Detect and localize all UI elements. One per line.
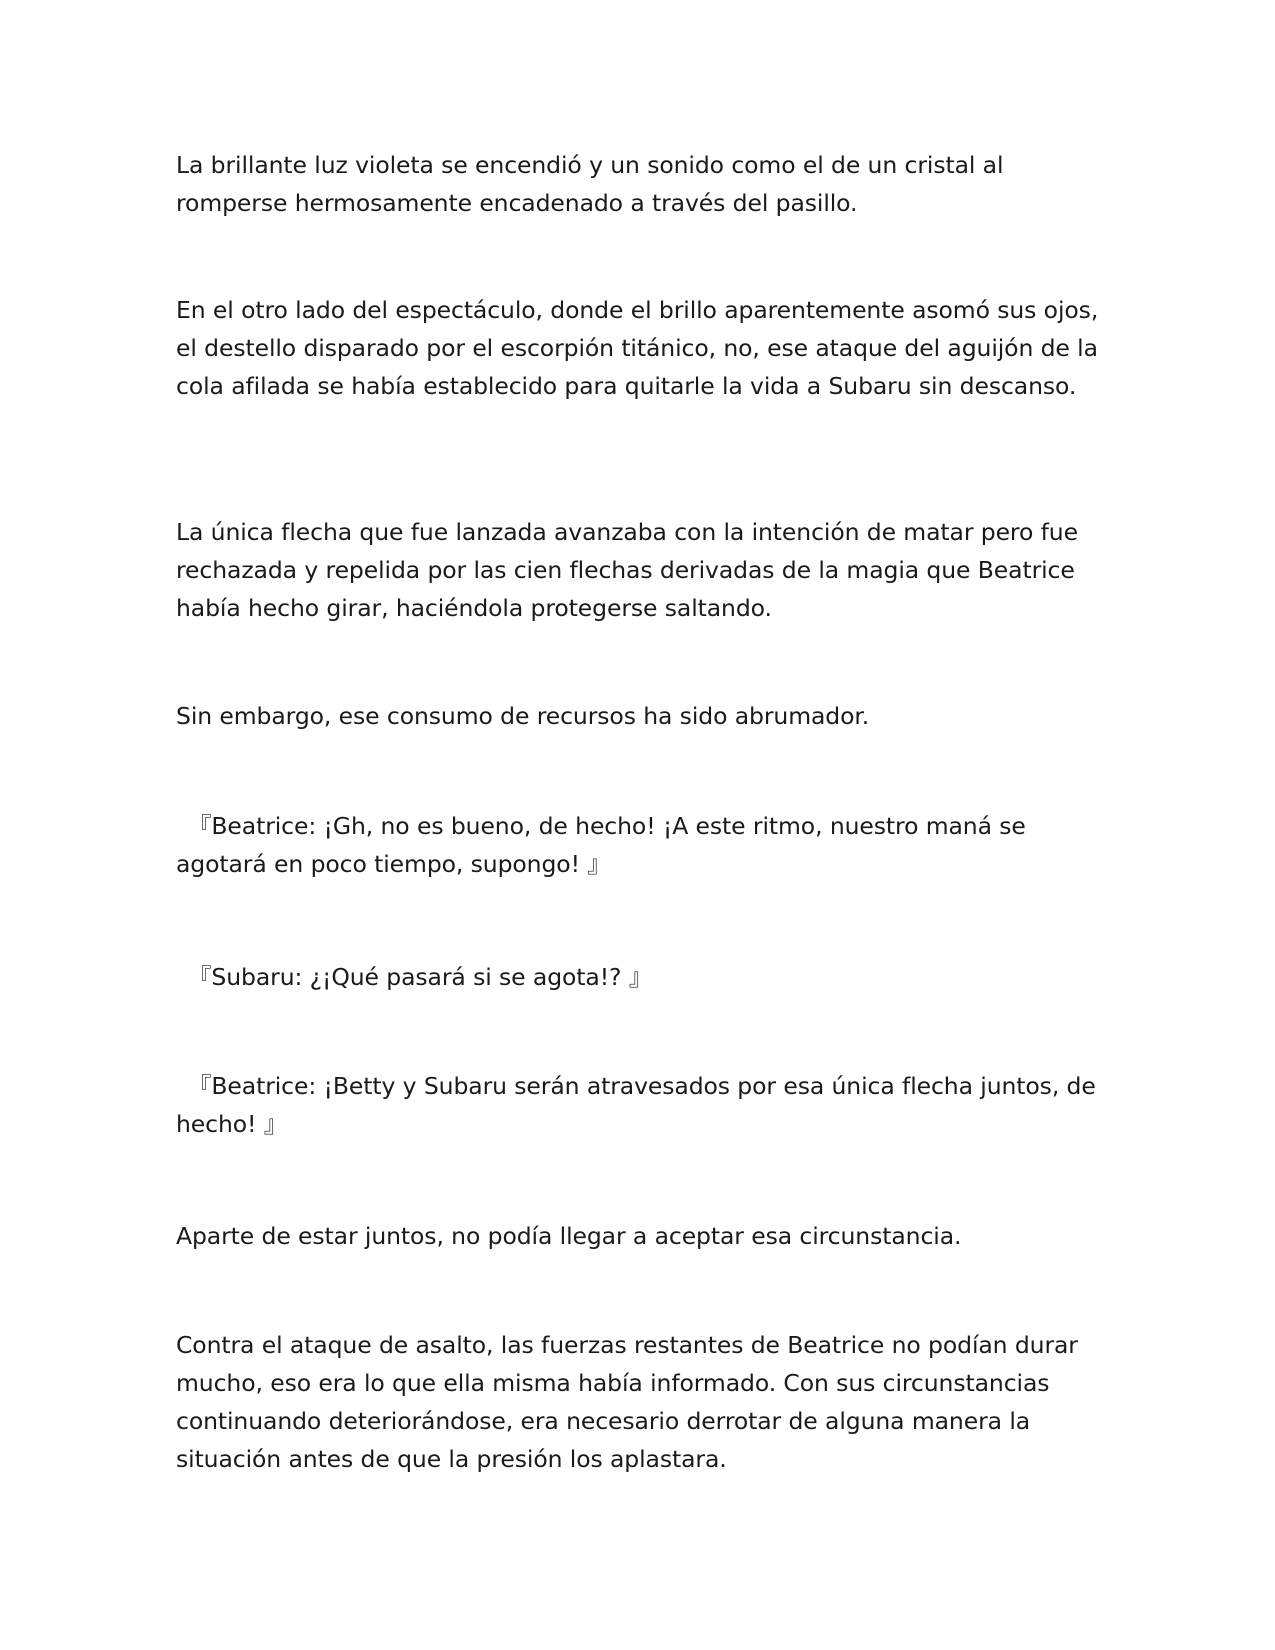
dialogue-subaru: 『Subaru: ¿¡Qué pasará si se agota!? 』 xyxy=(188,963,653,991)
paragraph-3: La única flecha que fue lanzada avanzaba con la intención de matar pero fue rechazada y repelida por las cien flechas derivadas de la magia que Beatrice había hecho girar, haciéndola protegerse saltando. xyxy=(176,518,1078,622)
paragraph-1: La brillante luz violeta se encendió y un sonido como el de un cristal al romperse hermosamente encadenado a través del pasillo. xyxy=(176,151,1004,217)
paragraph-9: Contra el ataque de asalto, las fuerzas restantes de Beatrice no podían durar mucho, eso era lo que ella misma había informado. Con sus circunstancias continuando deteriorándose, era necesario derrotar de alguna manera la situación antes de que la presión los aplastara. xyxy=(176,1331,1078,1473)
paragraph-8: Aparte de estar juntos, no podía llegar a aceptar esa circunstancia. xyxy=(176,1222,962,1250)
dialogue-beatrice-2: 『Beatrice: ¡Betty y Subaru serán atravesados por esa única flecha juntos, de hecho! 』 xyxy=(176,1072,1096,1138)
paragraph-4: Sin embargo, ese consumo de recursos ha sido abrumador. xyxy=(176,702,870,730)
paragraph-2: En el otro lado del espectáculo, donde el brillo aparentemente asomó sus ojos, el destello disparado por el escorpión titánico, no, ese ataque del aguijón de la cola afilada se había establecido para quitarle la vida a Subaru sin descanso. xyxy=(176,296,1099,400)
dialogue-beatrice-1: 『Beatrice: ¡Gh, no es bueno, de hecho! ¡A este ritmo, nuestro maná se agotará en poco tiempo, supongo! 』 xyxy=(176,812,1026,878)
